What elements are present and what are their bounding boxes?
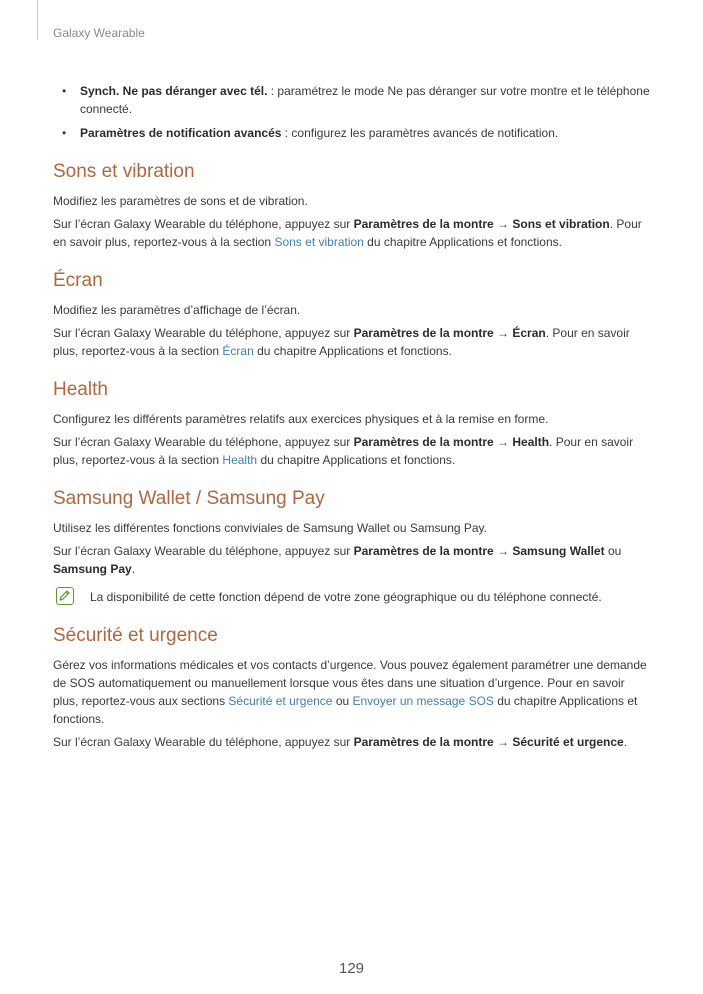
text: du chapitre Applications et fonctions. — [363, 235, 562, 249]
section-instructions — [53, 324, 653, 360]
page-number: 129 — [338, 960, 365, 977]
bullet-term: Synch. Ne pas déranger avec tél. — [80, 84, 268, 98]
section-title-wallet: Samsung Wallet / Samsung Pay — [53, 488, 325, 509]
menu-path: Paramètres de la montre — [353, 735, 494, 749]
text: . Pour en savoir plus, reportez-vous à la section — [53, 435, 634, 467]
section-title-health: Health — [53, 379, 108, 400]
text: . — [131, 562, 136, 576]
note — [53, 588, 653, 606]
text: . — [623, 735, 628, 749]
arrow-icon: → — [493, 735, 513, 749]
section-intro — [53, 656, 653, 728]
section-intro: Utilisez les différentes fonctions conviviales de Samsung Wallet ou Samsung Pay. — [53, 521, 487, 535]
text: Sur l’écran Galaxy Wearable du téléphone, appuyez sur — [53, 217, 354, 231]
text: Sur l’écran Galaxy Wearable du téléphone, appuyez sur — [53, 435, 354, 449]
arrow-icon: → — [493, 326, 513, 340]
text: du chapitre Applications et fonctions. — [257, 453, 456, 467]
menu-path: Samsung Pay — [53, 562, 132, 576]
text: Sur l’écran Galaxy Wearable du téléphone, appuyez sur — [53, 326, 354, 340]
menu-path: Health — [512, 435, 550, 449]
menu-path: Sécurité et urgence — [512, 735, 624, 749]
note-text: La disponibilité de cette fonction dépend de votre zone géographique ou du téléphone connecté. — [90, 590, 602, 604]
text: . Pour en savoir plus, reportez-vous à la section — [53, 217, 642, 249]
section-instructions — [53, 733, 653, 751]
menu-path: Paramètres de la montre — [353, 326, 494, 340]
text: du chapitre Applications et fonctions. — [53, 694, 638, 726]
menu-path: Paramètres de la montre — [353, 544, 494, 558]
menu-path: Samsung Wallet — [512, 544, 605, 558]
arrow-icon: → — [493, 217, 513, 231]
section-instructions — [53, 215, 653, 251]
section-intro: Modifiez les paramètres de sons et de vibration. — [53, 194, 308, 208]
text: ou — [604, 544, 622, 558]
section-link[interactable]: Envoyer un message SOS — [352, 694, 494, 708]
section-intro: Configurez les différents paramètres relatifs aux exercices physiques et à la remise en forme. — [53, 412, 549, 426]
section-link[interactable]: Health — [222, 453, 258, 467]
text: ou — [332, 694, 353, 708]
text: Sur l’écran Galaxy Wearable du téléphone, appuyez sur — [53, 735, 354, 749]
section-instructions — [53, 542, 653, 578]
menu-path: Paramètres de la montre — [353, 217, 494, 231]
menu-path: Paramètres de la montre — [353, 435, 494, 449]
arrow-icon: → — [493, 544, 513, 558]
section-link[interactable]: Sécurité et urgence — [228, 694, 333, 708]
bullet-term: Paramètres de notification avancés — [80, 126, 282, 140]
bullet-text: : configurez les paramètres avancés de notification. — [281, 126, 559, 140]
bullet-dot: • — [62, 84, 67, 98]
arrow-icon: → — [493, 435, 513, 449]
text: du chapitre Applications et fonctions. — [253, 344, 452, 358]
section-link[interactable]: Sons et vibration — [274, 235, 364, 249]
bullet-list — [53, 82, 653, 142]
menu-path: Écran — [512, 326, 546, 340]
list-item — [53, 82, 653, 118]
text: . Pour en savoir plus, reportez-vous à la section — [53, 326, 630, 358]
text: Gérez vos informations médicales et vos contacts d’urgence. Vous pouvez également paramétrer une demande de SOS automatiquement ou manuellement lorsque vous êtes dans une situation d’urgence. Pour en savoir plus, reportez-vous aux sections — [53, 658, 647, 708]
section-instructions — [53, 433, 653, 469]
section-title-securite: Sécurité et urgence — [53, 625, 218, 646]
section-title-sons: Sons et vibration — [53, 161, 195, 182]
bullet-dot: • — [62, 126, 67, 140]
page-body — [53, 82, 653, 756]
section-intro: Modifiez les paramètres d’affichage de l’écran. — [53, 303, 301, 317]
header-divider-line — [37, 0, 38, 40]
menu-path: Sons et vibration — [512, 217, 610, 231]
section-title-ecran: Écran — [53, 270, 103, 291]
running-header: Galaxy Wearable — [53, 26, 145, 40]
list-item — [53, 124, 653, 142]
section-link[interactable]: Écran — [222, 344, 254, 358]
text: Sur l’écran Galaxy Wearable du téléphone, appuyez sur — [53, 544, 354, 558]
note-pencil-icon — [56, 587, 74, 605]
bullet-text: : paramétrez le mode Ne pas déranger sur votre montre et le téléphone connecté. — [80, 84, 650, 116]
